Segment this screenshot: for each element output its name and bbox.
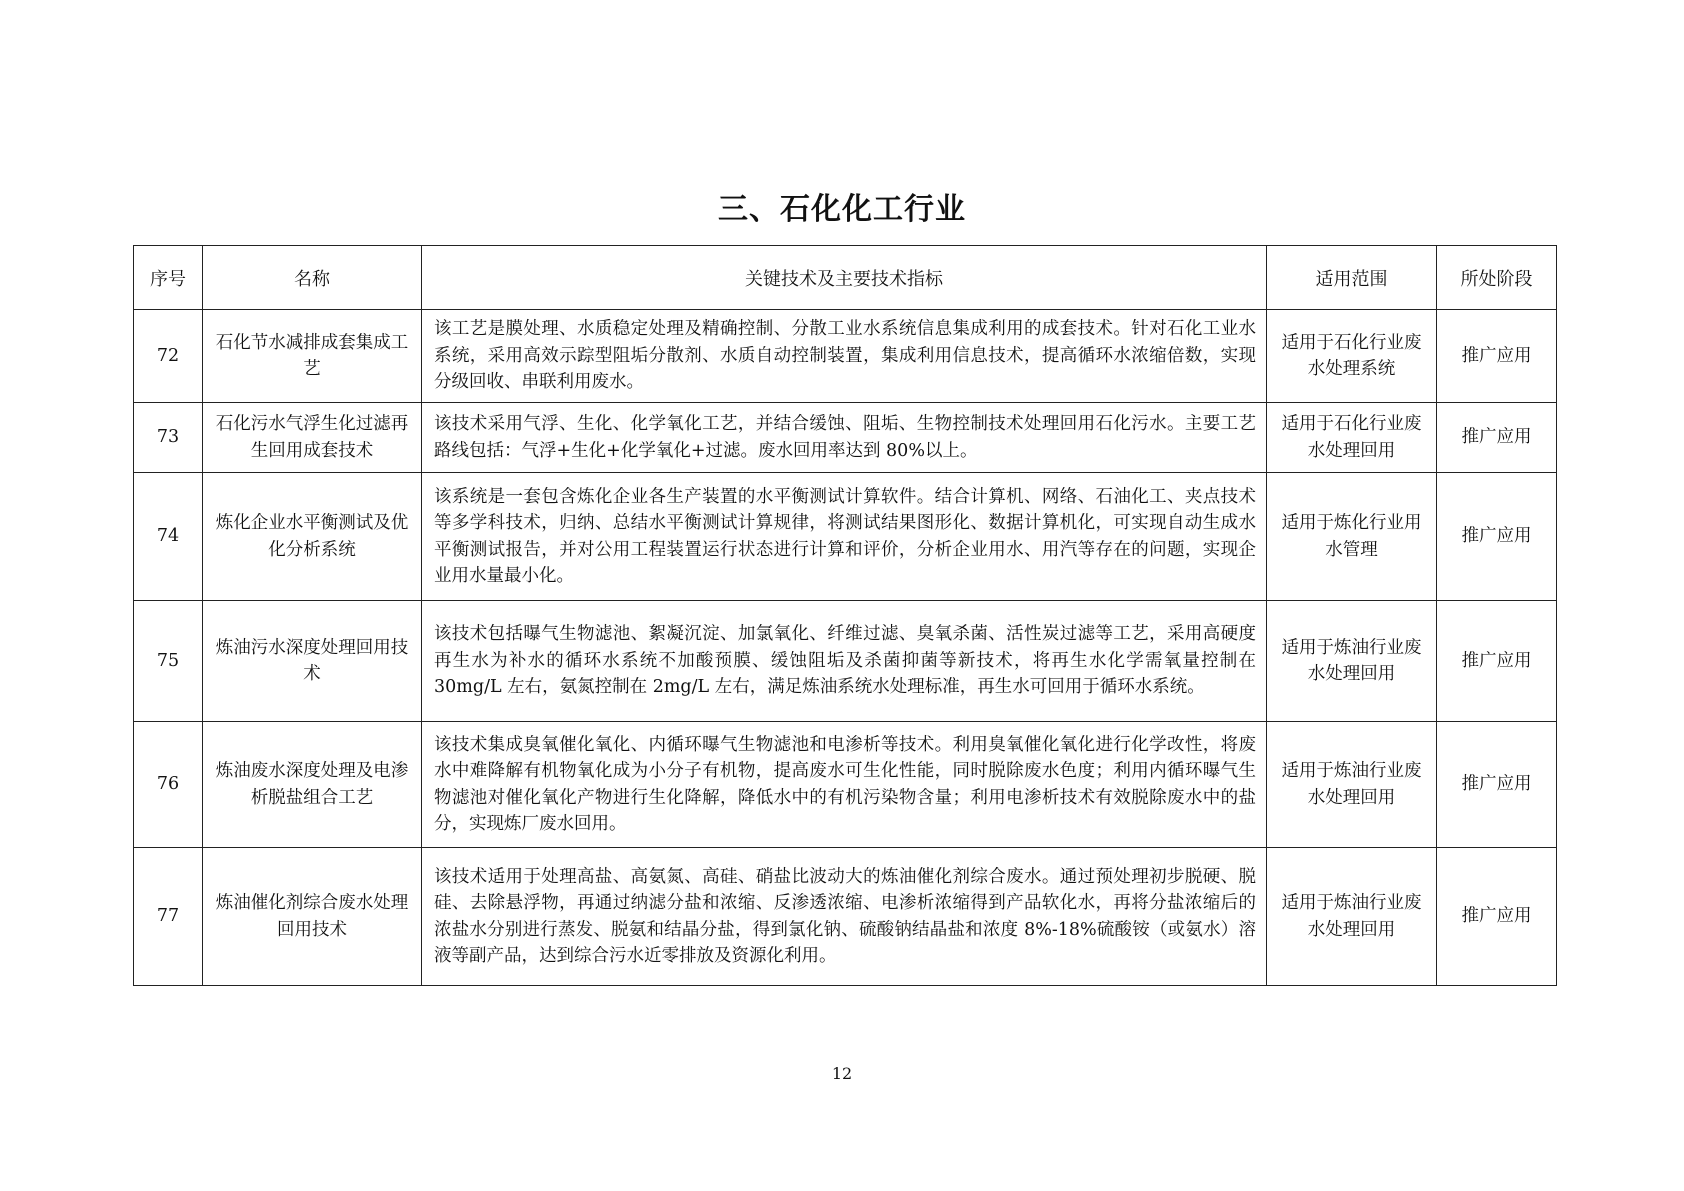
row-no: 77 bbox=[134, 848, 203, 986]
row-name: 石化污水气浮生化过滤再生回用成套技术 bbox=[203, 403, 422, 473]
row-scope: 适用于炼油行业废水处理回用 bbox=[1267, 601, 1437, 722]
technology-table bbox=[133, 245, 1557, 986]
row-scope: 适用于炼油行业废水处理回用 bbox=[1267, 848, 1437, 986]
row-name: 炼油废水深度处理及电渗析脱盐组合工艺 bbox=[203, 722, 422, 848]
table-row bbox=[134, 848, 1557, 986]
row-stage: 推广应用 bbox=[1437, 722, 1557, 848]
table-row bbox=[134, 722, 1557, 848]
row-no: 73 bbox=[134, 403, 203, 473]
header-desc: 关键技术及主要技术指标 bbox=[422, 246, 1267, 310]
table-row bbox=[134, 310, 1557, 403]
table-header-row bbox=[134, 246, 1557, 310]
page-number: 12 bbox=[831, 1064, 853, 1083]
row-name: 炼化企业水平衡测试及优化分析系统 bbox=[203, 473, 422, 601]
header-no: 序号 bbox=[134, 246, 203, 310]
table-row bbox=[134, 601, 1557, 722]
row-no: 76 bbox=[134, 722, 203, 848]
row-desc: 该技术集成臭氧催化氧化、内循环曝气生物滤池和电渗析等技术。利用臭氧催化氧化进行化学改性，将废水中难降解有机物氧化成为小分子有机物，提高废水可生化性能，同时脱除废水色度；利用内循环曝气生物滤池对催化氧化产物进行生化降解，降低水中的有机污染物含量；利用电渗析技术有效脱除废水中的盐分，实现炼厂废水回用。 bbox=[422, 722, 1267, 848]
table-row bbox=[134, 473, 1557, 601]
row-desc: 该系统是一套包含炼化企业各生产装置的水平衡测试计算软件。结合计算机、网络、石油化工、夹点技术等多学科技术，归纳、总结水平衡测试计算规律，将测试结果图形化、数据计算机化，可实现自动生成水平衡测试报告，并对公用工程装置运行状态进行计算和评价，分析企业用水、用汽等存在的问题，实现企业用水量最小化。 bbox=[422, 473, 1267, 601]
page-title: 三、石化化工行业 bbox=[718, 192, 966, 227]
row-scope: 适用于石化行业废水处理回用 bbox=[1267, 403, 1437, 473]
row-no: 74 bbox=[134, 473, 203, 601]
row-desc: 该技术适用于处理高盐、高氨氮、高硅、硝盐比波动大的炼油催化剂综合废水。通过预处理初步脱硬、脱硅、去除悬浮物，再通过纳滤分盐和浓缩、反渗透浓缩、电渗析浓缩得到产品软化水，再将分盐浓缩后的浓盐水分别进行蒸发、脱氨和结晶分盐，得到氯化钠、硫酸钠结晶盐和浓度 8%-18%硫酸铵（或氨水）溶液等副产品，达到综合污水近零排放及资源化利用。 bbox=[422, 848, 1267, 986]
header-name: 名称 bbox=[203, 246, 422, 310]
row-name: 石化节水减排成套集成工艺 bbox=[203, 310, 422, 403]
row-desc: 该工艺是膜处理、水质稳定处理及精确控制、分散工业水系统信息集成利用的成套技术。针对石化工业水系统，采用高效示踪型阻垢分散剂、水质自动控制装置，集成利用信息技术，提高循环水浓缩倍数，实现分级回收、串联利用废水。 bbox=[422, 310, 1267, 403]
row-desc: 该技术包括曝气生物滤池、絮凝沉淀、加氯氧化、纤维过滤、臭氧杀菌、活性炭过滤等工艺，采用高硬度再生水为补水的循环水系统不加酸预膜、缓蚀阻垢及杀菌抑菌等新技术，将再生水化学需氧量控制在 30mg/L 左右，氨氮控制在 2mg/L 左右，满足炼油系统水处理标准，再生水可回用于循环水系统。 bbox=[422, 601, 1267, 722]
table-row bbox=[134, 403, 1557, 473]
row-scope: 适用于炼化行业用水管理 bbox=[1267, 473, 1437, 601]
row-no: 75 bbox=[134, 601, 203, 722]
row-desc: 该技术采用气浮、生化、化学氧化工艺，并结合缓蚀、阻垢、生物控制技术处理回用石化污水。主要工艺路线包括：气浮+生化+化学氧化+过滤。废水回用率达到 80%以上。 bbox=[422, 403, 1267, 473]
row-name: 炼油催化剂综合废水处理回用技术 bbox=[203, 848, 422, 986]
row-stage: 推广应用 bbox=[1437, 601, 1557, 722]
row-stage: 推广应用 bbox=[1437, 403, 1557, 473]
row-scope: 适用于炼油行业废水处理回用 bbox=[1267, 722, 1437, 848]
row-name: 炼油污水深度处理回用技术 bbox=[203, 601, 422, 722]
row-no: 72 bbox=[134, 310, 203, 403]
row-stage: 推广应用 bbox=[1437, 473, 1557, 601]
row-scope: 适用于石化行业废水处理系统 bbox=[1267, 310, 1437, 403]
header-scope: 适用范围 bbox=[1267, 246, 1437, 310]
row-stage: 推广应用 bbox=[1437, 848, 1557, 986]
row-stage: 推广应用 bbox=[1437, 310, 1557, 403]
header-stage: 所处阶段 bbox=[1437, 246, 1557, 310]
